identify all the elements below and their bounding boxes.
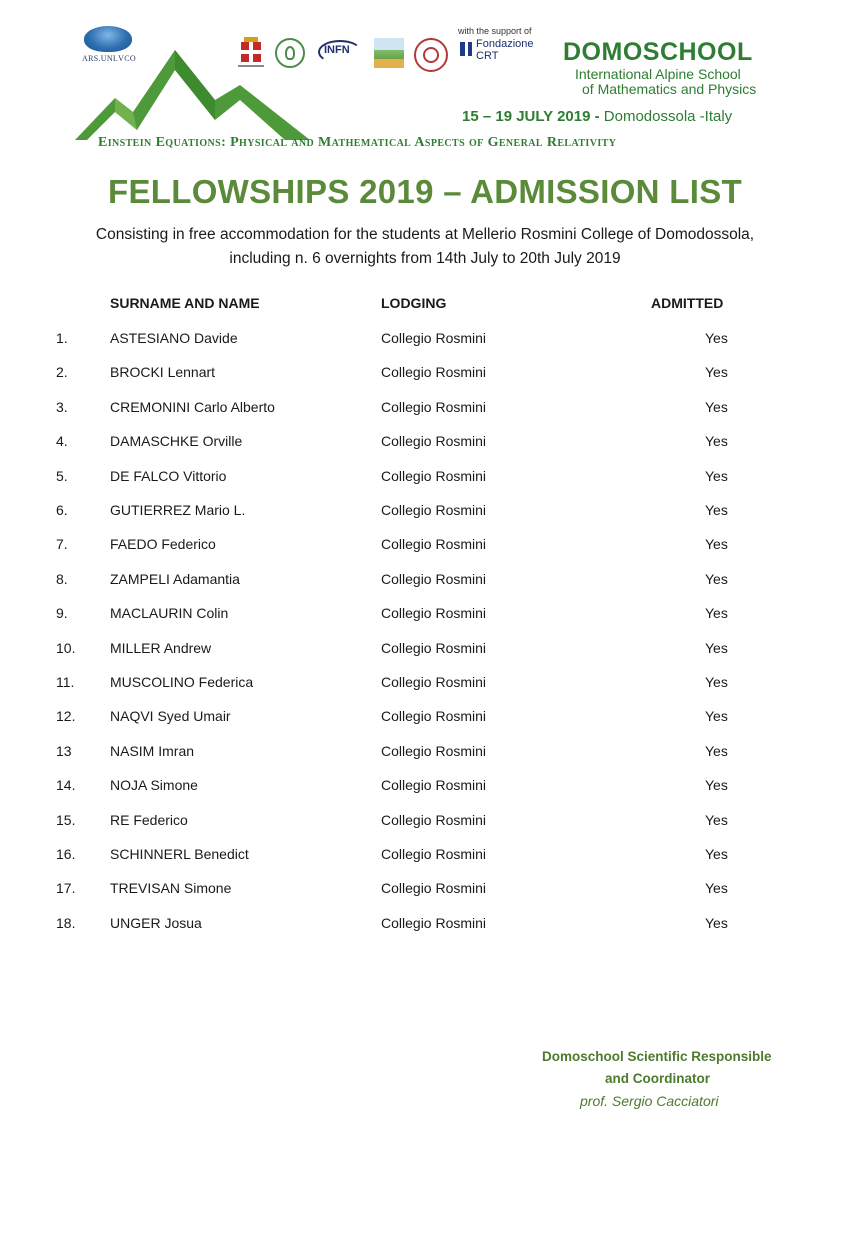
row-admitted: Yes: [705, 639, 728, 656]
table-row: [0, 777, 850, 811]
row-admitted: Yes: [705, 880, 728, 897]
table-row: [0, 571, 850, 605]
row-name: ASTESIANO Davide: [110, 330, 238, 346]
row-lodging: Collegio Rosmini: [381, 742, 487, 759]
row-name: SCHINNERL Benedict: [110, 846, 249, 862]
event-title: Einstein Equations: Physical and Mathematical Aspects of General Relativity: [98, 135, 617, 150]
row-number: 6.: [56, 502, 68, 518]
row-number: 2.: [56, 364, 68, 381]
row-number: 8.: [56, 570, 68, 587]
table-row: [0, 880, 850, 914]
row-number: 4.: [56, 433, 68, 450]
row-admitted: Yes: [705, 398, 728, 415]
table-row: [0, 605, 850, 639]
crt-logo-icon: [460, 42, 472, 56]
table-row: [0, 330, 850, 364]
row-name: MACLAURIN Colin: [110, 605, 229, 622]
row-admitted: Yes: [705, 536, 728, 553]
row-lodging: Collegio Rosmini: [381, 398, 487, 415]
row-lodging: Collegio Rosmini: [381, 674, 487, 690]
dates-place: Domodossola -Italy: [599, 108, 733, 125]
row-lodging: Collegio Rosmini: [381, 467, 487, 484]
page-subtitle: [0, 223, 850, 271]
row-lodging: Collegio Rosmini: [381, 433, 487, 450]
row-number: 5.: [56, 467, 68, 484]
table-row: [0, 674, 850, 708]
row-lodging: Collegio Rosmini: [381, 639, 487, 656]
row-lodging: Collegio Rosmini: [381, 605, 487, 622]
row-number: 9.: [56, 605, 68, 622]
table-row: [0, 536, 850, 570]
row-number: 13: [56, 742, 72, 759]
infn-label: INFN: [324, 44, 350, 56]
event-dates: [462, 108, 732, 125]
row-lodging: Collegio Rosmini: [381, 914, 487, 931]
row-admitted: Yes: [705, 777, 728, 794]
ars-label: ARS.UNI.VCO: [82, 54, 136, 63]
row-name: TREVISAN Simone: [110, 880, 232, 897]
row-lodging: Collegio Rosmini: [381, 502, 487, 518]
table-row: [0, 640, 850, 674]
table-row: [0, 915, 850, 949]
row-admitted: Yes: [705, 364, 728, 381]
landscape-logo-icon: [374, 38, 404, 68]
comune-crest-icon: [238, 36, 264, 70]
row-name: DE FALCO Vittorio: [110, 467, 227, 484]
infn-logo: [318, 40, 364, 66]
row-name: DAMASCHKE Orville: [110, 433, 243, 450]
row-number: 3.: [56, 398, 68, 415]
row-number: 12.: [56, 708, 76, 725]
row-name: MUSCOLINO Federica: [110, 674, 254, 690]
crt-line1: Fondazione: [476, 38, 534, 50]
column-header-name: SURNAME AND NAME: [110, 295, 260, 311]
row-lodging: Collegio Rosmini: [381, 364, 487, 381]
row-name: CREMONINI Carlo Alberto: [110, 398, 275, 415]
row-admitted: Yes: [705, 330, 728, 346]
row-name: UNGER Josua: [110, 914, 202, 931]
row-admitted: Yes: [705, 708, 728, 725]
row-name: MILLER Andrew: [110, 639, 212, 656]
letterhead: [0, 0, 850, 165]
crt-label: [476, 38, 534, 62]
row-name: RE Federico: [110, 811, 188, 828]
row-name: NASIM Imran: [110, 742, 195, 759]
water-drop-icon: [84, 26, 132, 52]
row-name: NOJA Simone: [110, 777, 198, 794]
column-header-admitted: ADMITTED: [651, 295, 724, 311]
row-admitted: Yes: [705, 605, 728, 622]
red-seal-icon: [414, 38, 448, 72]
row-lodging: Collegio Rosmini: [381, 880, 487, 897]
support-text: with the support of: [458, 26, 532, 36]
row-number: 14.: [56, 777, 76, 794]
row-lodging: Collegio Rosmini: [381, 846, 487, 862]
table-row: [0, 502, 850, 536]
row-admitted: Yes: [705, 502, 728, 518]
row-admitted: Yes: [705, 742, 728, 759]
row-lodging: Collegio Rosmini: [381, 536, 487, 553]
table-row: [0, 743, 850, 777]
row-lodging: Collegio Rosmini: [381, 330, 487, 346]
row-number: 11.: [56, 674, 75, 690]
table-row: [0, 433, 850, 467]
table-row: [0, 708, 850, 742]
page-title: FELLOWSHIPS 2019 – ADMISSION LIST: [108, 173, 742, 210]
column-header-lodging: LODGING: [381, 295, 447, 311]
table-row: [0, 846, 850, 880]
row-admitted: Yes: [705, 674, 728, 690]
row-admitted: Yes: [705, 846, 728, 862]
row-name: GUTIERREZ Mario L.: [110, 502, 246, 518]
row-number: 17.: [56, 880, 76, 897]
row-lodging: Collegio Rosmini: [381, 570, 487, 587]
signature-name: prof. Sergio Cacciatori: [580, 1093, 719, 1109]
school-subtitle-1: International Alpine School: [575, 66, 741, 82]
row-number: 10.: [56, 639, 76, 656]
table-row: [0, 812, 850, 846]
row-name: BROCKI Lennart: [110, 364, 216, 381]
school-subtitle-2: of Mathematics and Physics: [582, 81, 757, 97]
signature-role-line1: Domoschool Scientific Responsible: [542, 1049, 772, 1064]
signature-role-line2: and Coordinator: [605, 1071, 710, 1086]
school-name: DOMOSCHOOL: [563, 38, 753, 66]
row-admitted: Yes: [705, 914, 728, 931]
subtitle-line-1: Consisting in free accommodation for the students at Mellerio Rosmini College of Domodossola,: [95, 226, 755, 243]
table-row: [0, 399, 850, 433]
row-number: 18.: [56, 914, 76, 931]
row-lodging: Collegio Rosmini: [381, 777, 487, 794]
row-lodging: Collegio Rosmini: [381, 811, 487, 828]
row-admitted: Yes: [705, 570, 728, 587]
row-name: ZAMPELI Adamantia: [110, 570, 240, 587]
row-admitted: Yes: [705, 467, 728, 484]
row-number: 16.: [56, 846, 76, 862]
row-number: 15.: [56, 811, 76, 828]
row-admitted: Yes: [705, 433, 728, 450]
row-name: NAQVI Syed Umair: [110, 708, 231, 725]
subtitle-line-2: including n. 6 overnights from 14th July to 20th July 2019: [229, 250, 621, 267]
table-row: [0, 364, 850, 398]
crt-line2: CRT: [476, 50, 499, 62]
dates-range: 15 – 19 JULY 2019 -: [462, 108, 600, 125]
row-number: 1.: [56, 330, 68, 346]
table-row: [0, 468, 850, 502]
row-lodging: Collegio Rosmini: [381, 708, 487, 725]
circle-emblem-icon: [275, 38, 305, 68]
ars-univco-logo: [82, 26, 134, 63]
row-name: FAEDO Federico: [110, 536, 216, 553]
row-number: 7.: [56, 536, 68, 553]
row-admitted: Yes: [705, 811, 728, 828]
